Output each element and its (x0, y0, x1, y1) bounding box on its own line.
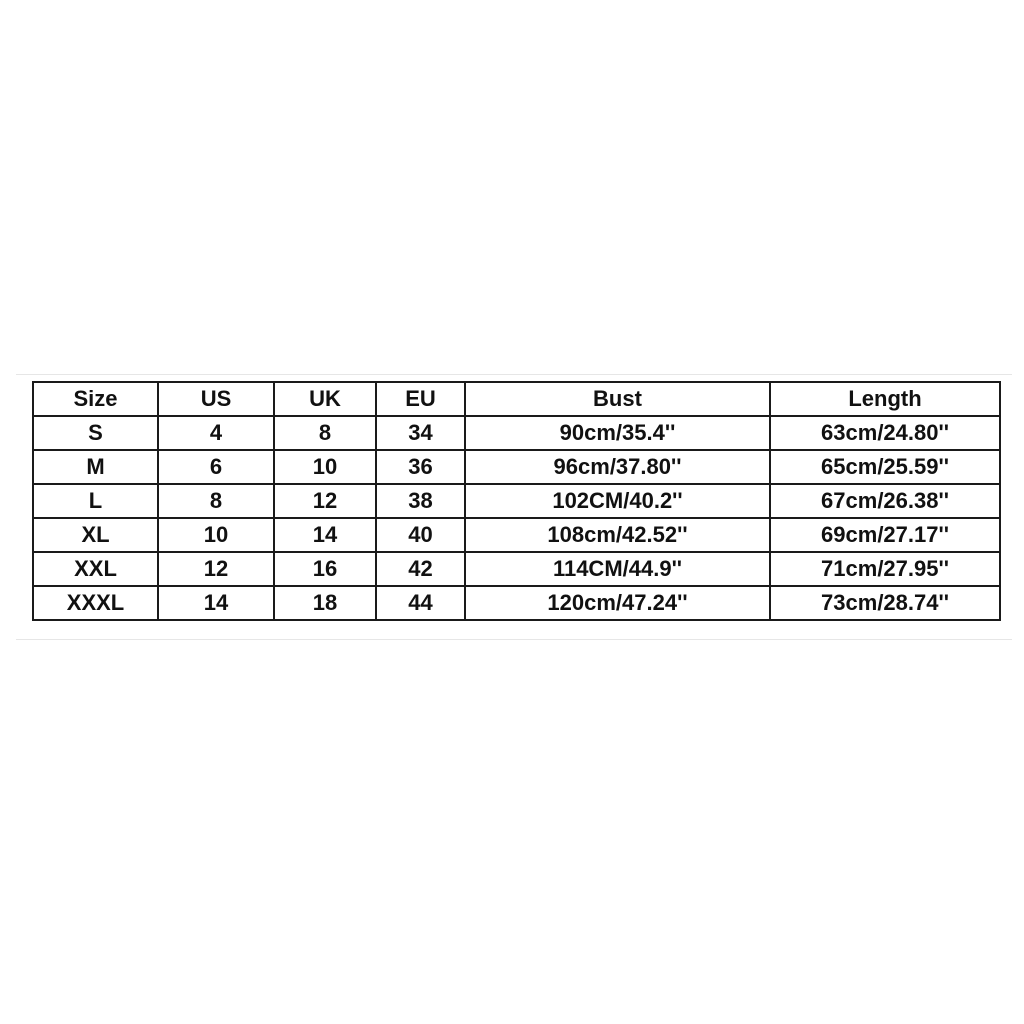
cell-length: 67cm/26.38'' (770, 484, 1000, 518)
cell-uk: 18 (274, 586, 376, 620)
cell-length: 63cm/24.80'' (770, 416, 1000, 450)
cell-eu: 34 (376, 416, 465, 450)
cell-uk: 12 (274, 484, 376, 518)
cell-size: L (33, 484, 158, 518)
cell-bust: 114CM/44.9'' (465, 552, 770, 586)
header-size: Size (33, 382, 158, 416)
header-uk: UK (274, 382, 376, 416)
table-row (33, 552, 1000, 586)
faint-top-rule (16, 374, 1012, 375)
faint-bottom-rule (16, 639, 1012, 640)
table-row (33, 586, 1000, 620)
cell-length: 69cm/27.17'' (770, 518, 1000, 552)
cell-bust: 102CM/40.2'' (465, 484, 770, 518)
cell-size: M (33, 450, 158, 484)
table-row (33, 450, 1000, 484)
cell-bust: 108cm/42.52'' (465, 518, 770, 552)
header-eu: EU (376, 382, 465, 416)
cell-eu: 44 (376, 586, 465, 620)
cell-bust: 90cm/35.4'' (465, 416, 770, 450)
header-bust: Bust (465, 382, 770, 416)
table-row (33, 518, 1000, 552)
cell-eu: 36 (376, 450, 465, 484)
cell-uk: 8 (274, 416, 376, 450)
cell-us: 12 (158, 552, 274, 586)
cell-us: 14 (158, 586, 274, 620)
cell-uk: 16 (274, 552, 376, 586)
cell-eu: 40 (376, 518, 465, 552)
cell-uk: 10 (274, 450, 376, 484)
cell-eu: 38 (376, 484, 465, 518)
cell-size: XXXL (33, 586, 158, 620)
header-row (33, 382, 1000, 416)
cell-size: XXL (33, 552, 158, 586)
cell-eu: 42 (376, 552, 465, 586)
header-length: Length (770, 382, 1000, 416)
table-row (33, 484, 1000, 518)
cell-bust: 96cm/37.80'' (465, 450, 770, 484)
cell-us: 8 (158, 484, 274, 518)
cell-length: 73cm/28.74'' (770, 586, 1000, 620)
table-row (33, 416, 1000, 450)
cell-size: XL (33, 518, 158, 552)
cell-bust: 120cm/47.24'' (465, 586, 770, 620)
cell-us: 4 (158, 416, 274, 450)
size-chart-table (32, 381, 1001, 621)
header-us: US (158, 382, 274, 416)
cell-uk: 14 (274, 518, 376, 552)
cell-length: 71cm/27.95'' (770, 552, 1000, 586)
cell-us: 6 (158, 450, 274, 484)
cell-size: S (33, 416, 158, 450)
cell-us: 10 (158, 518, 274, 552)
cell-length: 65cm/25.59'' (770, 450, 1000, 484)
